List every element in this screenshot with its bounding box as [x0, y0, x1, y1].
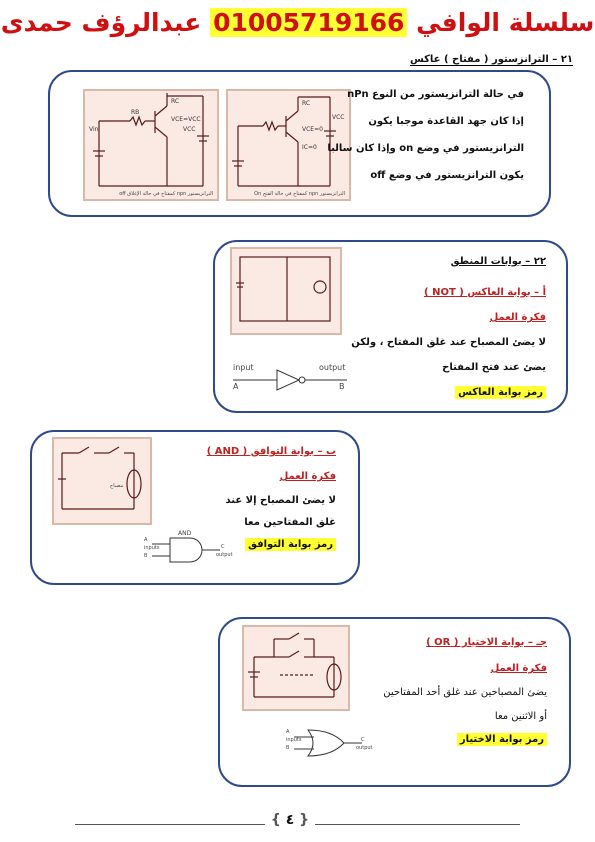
- or-circuit-figure: [242, 625, 350, 711]
- not-title: أ – بوابة العاكس ( NOT ): [424, 287, 546, 298]
- or-title: جـ – بوابة الاختيار ( OR ): [426, 637, 547, 648]
- page-number: { ٤ }: [270, 812, 310, 828]
- svg-text:VCC: VCC: [183, 126, 196, 133]
- not-input-label: input: [233, 363, 254, 372]
- and-idea-label: فكرة العمل: [279, 471, 336, 482]
- and-inputs-label: inputs: [144, 545, 160, 551]
- and-symbol-label: رمز بوابة التوافق: [245, 538, 336, 551]
- page-title: [0, 8, 595, 37]
- svg-text:VCE=VCC: VCE=VCC: [171, 116, 201, 123]
- svg-text:Vin: Vin: [89, 126, 99, 133]
- not-line-1: لا يضئ المصباح عند غلق المفتاح ، ولكن: [351, 337, 546, 348]
- or-pin-b: B: [286, 745, 290, 751]
- title-name: سلسلة الوافي: [416, 8, 595, 37]
- not-input-pin: A: [233, 382, 239, 391]
- or-pin-a: A: [286, 729, 290, 735]
- svg-text:IC=0: IC=0: [302, 144, 317, 151]
- svg-text:RC: RC: [302, 100, 311, 107]
- logic-heading: ٢٢ – بوابات المنطق: [450, 256, 546, 267]
- footer-line-left: [75, 824, 265, 825]
- not-idea-label: فكرة العمل: [489, 312, 546, 323]
- or-gate-box: [218, 617, 571, 787]
- and-line-2: غلق المفتاحين معا: [244, 517, 336, 528]
- and-line-1: لا يضئ المصباح إلا عند: [225, 495, 336, 506]
- or-pin-c: C: [361, 737, 365, 743]
- not-symbol-label: رمز بوابة العاكس: [455, 386, 546, 399]
- section-subtitle: ٢١ – الترانزستور ( مفتاح ) عاكس: [409, 54, 573, 65]
- or-line-2: أو الاثنين معا: [494, 711, 547, 722]
- and-pin-b: B: [144, 553, 148, 559]
- not-output-label: output: [319, 363, 346, 372]
- transistor-off-figure: [83, 89, 219, 201]
- transistor-line-2: إذا كان جهد القاعدة موجبا يكون: [368, 116, 524, 127]
- title-author: عبدالرؤف حمدى: [0, 8, 202, 37]
- or-output-label: output: [356, 745, 373, 751]
- and-circuit: [54, 439, 150, 523]
- not-circuit-figure: [230, 247, 342, 335]
- or-circuit: [244, 627, 348, 709]
- and-title: ب – بوابة التوافق ( AND ): [206, 446, 336, 457]
- and-pin-c: C: [221, 544, 225, 550]
- or-inputs-label: inputs: [286, 737, 302, 743]
- transistor-line-3: الترانزيستور في وضع on وإذا كان سالبا: [327, 143, 524, 154]
- transistor-off-circuit: [85, 91, 217, 199]
- footer-line-right: [315, 824, 520, 825]
- title-phone: 01005719166: [210, 8, 407, 37]
- or-symbol-label: رمز بوابة الاختيار: [457, 733, 547, 746]
- svg-text:VCE=0: VCE=0: [302, 126, 323, 133]
- transistor-box: [48, 70, 551, 217]
- and-output-label: output: [216, 552, 233, 558]
- svg-text:RC: RC: [171, 98, 180, 105]
- not-circuit: [232, 249, 340, 333]
- and-gate-box: [30, 430, 360, 585]
- and-gate-name: AND: [178, 530, 192, 537]
- svg-text:VCC: VCC: [332, 114, 345, 121]
- or-gate-symbol: [282, 725, 378, 761]
- and-pin-a: A: [144, 537, 148, 543]
- and-lamp-label: مصباح: [110, 483, 124, 489]
- or-idea-label: فكرة العمل: [490, 663, 547, 674]
- and-circuit-figure: [52, 437, 152, 525]
- svg-text:RB: RB: [131, 109, 140, 116]
- transistor-line-1: في حالة الترانزيستور من النوع nPn: [347, 89, 524, 100]
- or-line-1: يضئ المصباحين عند غلق أحد المفتاحين: [383, 687, 547, 698]
- transistor-line-4: يكون الترانزيستور في وضع off: [370, 170, 524, 181]
- transistor-on-caption: الترانزيستور npn كمفتاح في حالة الفتح On: [254, 191, 345, 197]
- not-line-2: يضئ عند فتح المفتاح: [442, 362, 546, 373]
- not-output-pin: B: [339, 382, 345, 391]
- transistor-off-caption: الترانزيستور npn كمفتاح في حالة الإغلاق off: [119, 191, 213, 197]
- not-gate-box: [213, 240, 568, 413]
